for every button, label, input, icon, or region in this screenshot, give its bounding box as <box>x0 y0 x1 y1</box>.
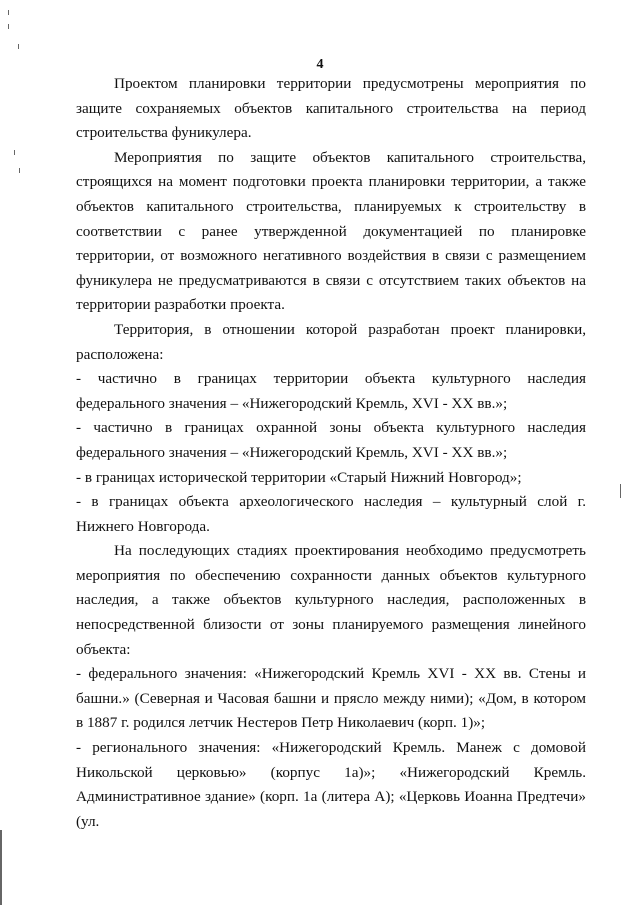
list-item-historic-territory: - в границах исторической территории «Старый Нижний Новгород»; <box>76 468 522 486</box>
list-item-protection-zone: - частично в границах охранной зоны объекта культурного наследия федерального значения – «Нижегородский Кремль, XVI - XX вв.»; <box>76 419 586 461</box>
scan-mark <box>8 10 9 15</box>
scan-mark <box>0 830 2 905</box>
paragraph-territory-location: Территория, в отношении которой разработан проект планировки, расположена: <box>76 320 586 363</box>
list-item-federal-significance: - федерального значения: «Нижегородский Кремль XVI - XX вв. Стены и башни.» (Северная и Часовая башни и прясло между ними); «Дом, в котором в 1887 г. родился летчик Нестеров Петр Николаевич (корп. 1)»; <box>76 665 586 732</box>
list-item-archaeological-layer: - в границах объекта археологического наследия – культурный слой г. Нижнего Новгорода. <box>76 493 586 535</box>
paragraph-further-stages: На последующих стадиях проектирования необходимо предусмотреть мероприятия по обеспечению сохранности данных объектов культурного наследия, а также объектов культурного наследия, расположенных в непосредственной близости от зоны планируемого размещения линейного объекта: <box>76 542 586 658</box>
list-item-regional-significance: - регионального значения: «Нижегородский Кремль. Манеж с домовой Никольской церковью» (корпус 1а)»; «Нижегородский Кремль. Административное здание» (корп. 1а (литера А); «Церковь Иоанна Предтечи» (ул. <box>76 739 586 830</box>
page-number: 4 <box>316 57 324 72</box>
scan-mark <box>14 150 15 155</box>
scan-mark <box>620 484 621 498</box>
list-item-kremlin-territory: - частично в границах территории объекта культурного наследия федерального значения – «Нижегородский Кремль, XVI - XX вв.»; <box>76 370 586 412</box>
document-body <box>76 72 586 834</box>
scan-mark <box>19 168 20 173</box>
paragraph-objects-under-construction: Мероприятия по защите объектов капитального строительства, строящихся на момент подготовки проекта планировки территории, а также объектов капитального строительства, планируемых к строительству в соответствии с ранее утвержденной документацией по планировке территории, от возможного негативного воздействия в связи с размещением фуникулера не предусматриваются в связи с отсутствием таких объектов на территории разработки проекта. <box>76 148 586 314</box>
paragraph-protection-measures: Проектом планировки территории предусмотрены мероприятия по защите сохраняемых объектов капитального строительства на период строительства фуникулера. <box>76 75 586 142</box>
scan-mark <box>18 44 19 49</box>
scan-mark <box>8 24 9 29</box>
